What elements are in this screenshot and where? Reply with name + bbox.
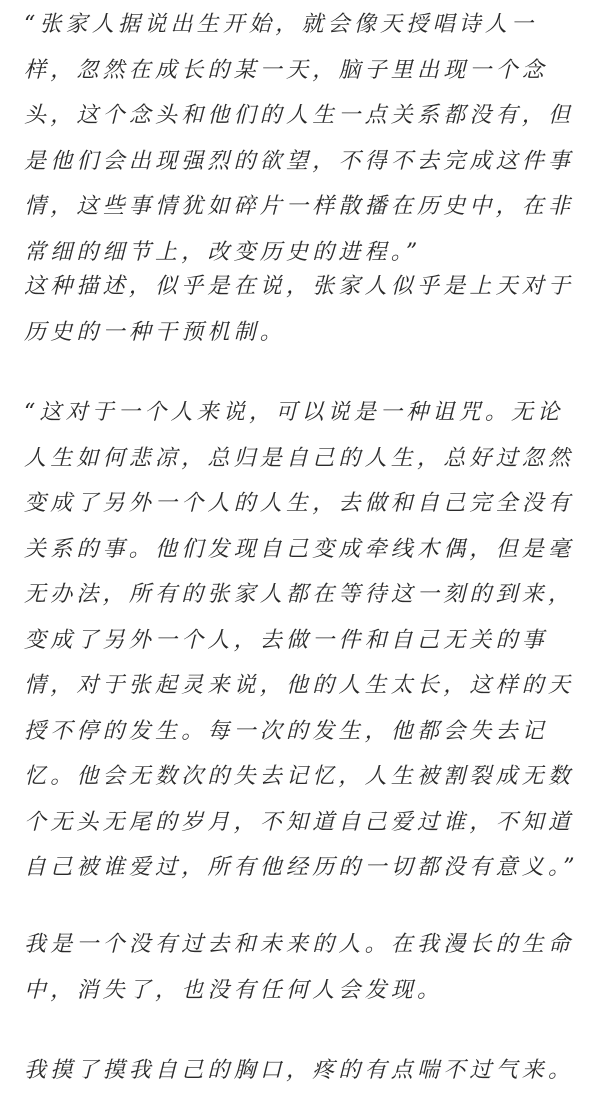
paragraph-1: “张家人据说出生开始，就会像天授唱诗人一样，忽然在成长的某一天，脑子里出现一个念头，这个念头和他们的人生一点关系都没有，但是他们会出现强烈的欲望，不得不去完成这件事情，这些事情犹如碎片一样散播在历史中，在非常细的细节上，改变历史的进程。” bbox=[24, 12, 575, 265]
paragraph-3: “这对于一个人来说，可以说是一种诅咒。无论人生如何悲凉，总归是自己的人生，总好过忽然变成了另外一个人的人生，去做和自己完全没有关系的事。他们发现自己变成牵线木偶，但是毫无办法，所有的张家人都在等待这一刻的到来，变成了另外一个人，去做一件和自己无关的事情，对于张起灵来说，他的人生太长，这样的天授不停的发生。每一次的发生，他都会失去记忆。他会无数次的失去记忆，人生被割裂成无数个无头无尾的岁月，不知道自己爱过谁，不知道自己被谁爱过，所有他经历的一切都没有意义。” bbox=[24, 400, 579, 880]
paragraph-4: 我是一个没有过去和未来的人。在我漫长的生命中，消失了，也没有任何人会发现。 bbox=[24, 932, 575, 1003]
paragraph-5: 我摸了摸我自己的胸口，疼的有点喘不过气来。 bbox=[24, 1058, 575, 1083]
paragraph-2: 这种描述，似乎是在说，张家人似乎是上天对于历史的一种干预机制。 bbox=[24, 274, 575, 345]
